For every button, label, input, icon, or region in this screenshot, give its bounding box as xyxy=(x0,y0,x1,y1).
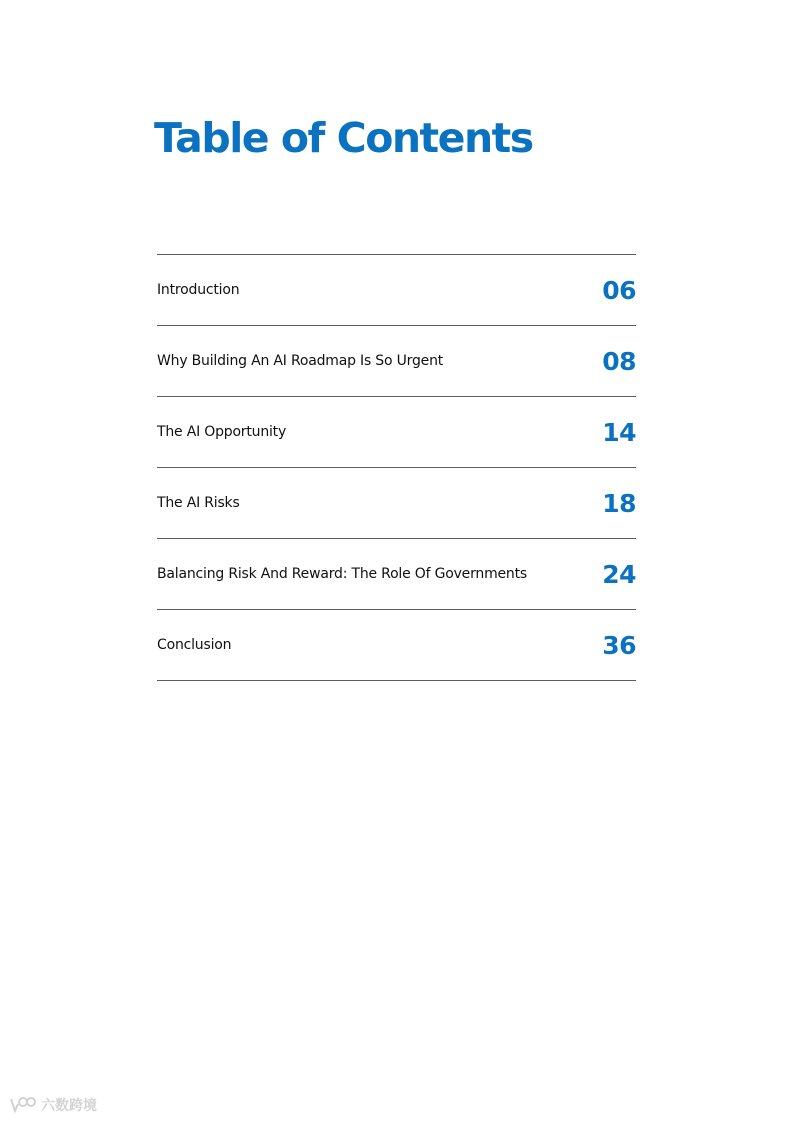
toc-entry-label: Why Building An AI Roadmap Is So Urgent xyxy=(157,353,444,369)
toc-entry-page-number: 18 xyxy=(602,488,636,518)
toc-entry-role-of-governments[interactable] xyxy=(157,539,636,610)
page-title: Table of Contents xyxy=(154,114,533,162)
toc-entry-label: The AI Risks xyxy=(157,495,240,511)
toc-entry-ai-opportunity[interactable] xyxy=(157,397,636,468)
toc-entry-page-number: 14 xyxy=(602,417,636,447)
table-of-contents xyxy=(157,254,636,681)
toc-entry-ai-roadmap-urgency[interactable] xyxy=(157,326,636,397)
toc-entry-label: Balancing Risk And Reward: The Role Of Governments xyxy=(157,566,527,582)
toc-entry-page-number: 24 xyxy=(602,559,636,589)
toc-entry-label: The AI Opportunity xyxy=(157,424,287,440)
toc-entry-label: Introduction xyxy=(157,282,240,298)
toc-entry-ai-risks[interactable] xyxy=(157,468,636,539)
toc-entry-introduction[interactable] xyxy=(157,255,636,326)
toc-entry-page-number: 36 xyxy=(602,630,636,660)
logo-icon xyxy=(9,1096,37,1114)
watermark-text: 六数跨境 xyxy=(41,1098,97,1114)
toc-entry-page-number: 08 xyxy=(602,346,636,376)
toc-entry-conclusion[interactable] xyxy=(157,610,636,681)
toc-entry-page-number: 06 xyxy=(602,275,636,305)
toc-entry-label: Conclusion xyxy=(157,637,232,653)
watermark xyxy=(9,1095,97,1115)
